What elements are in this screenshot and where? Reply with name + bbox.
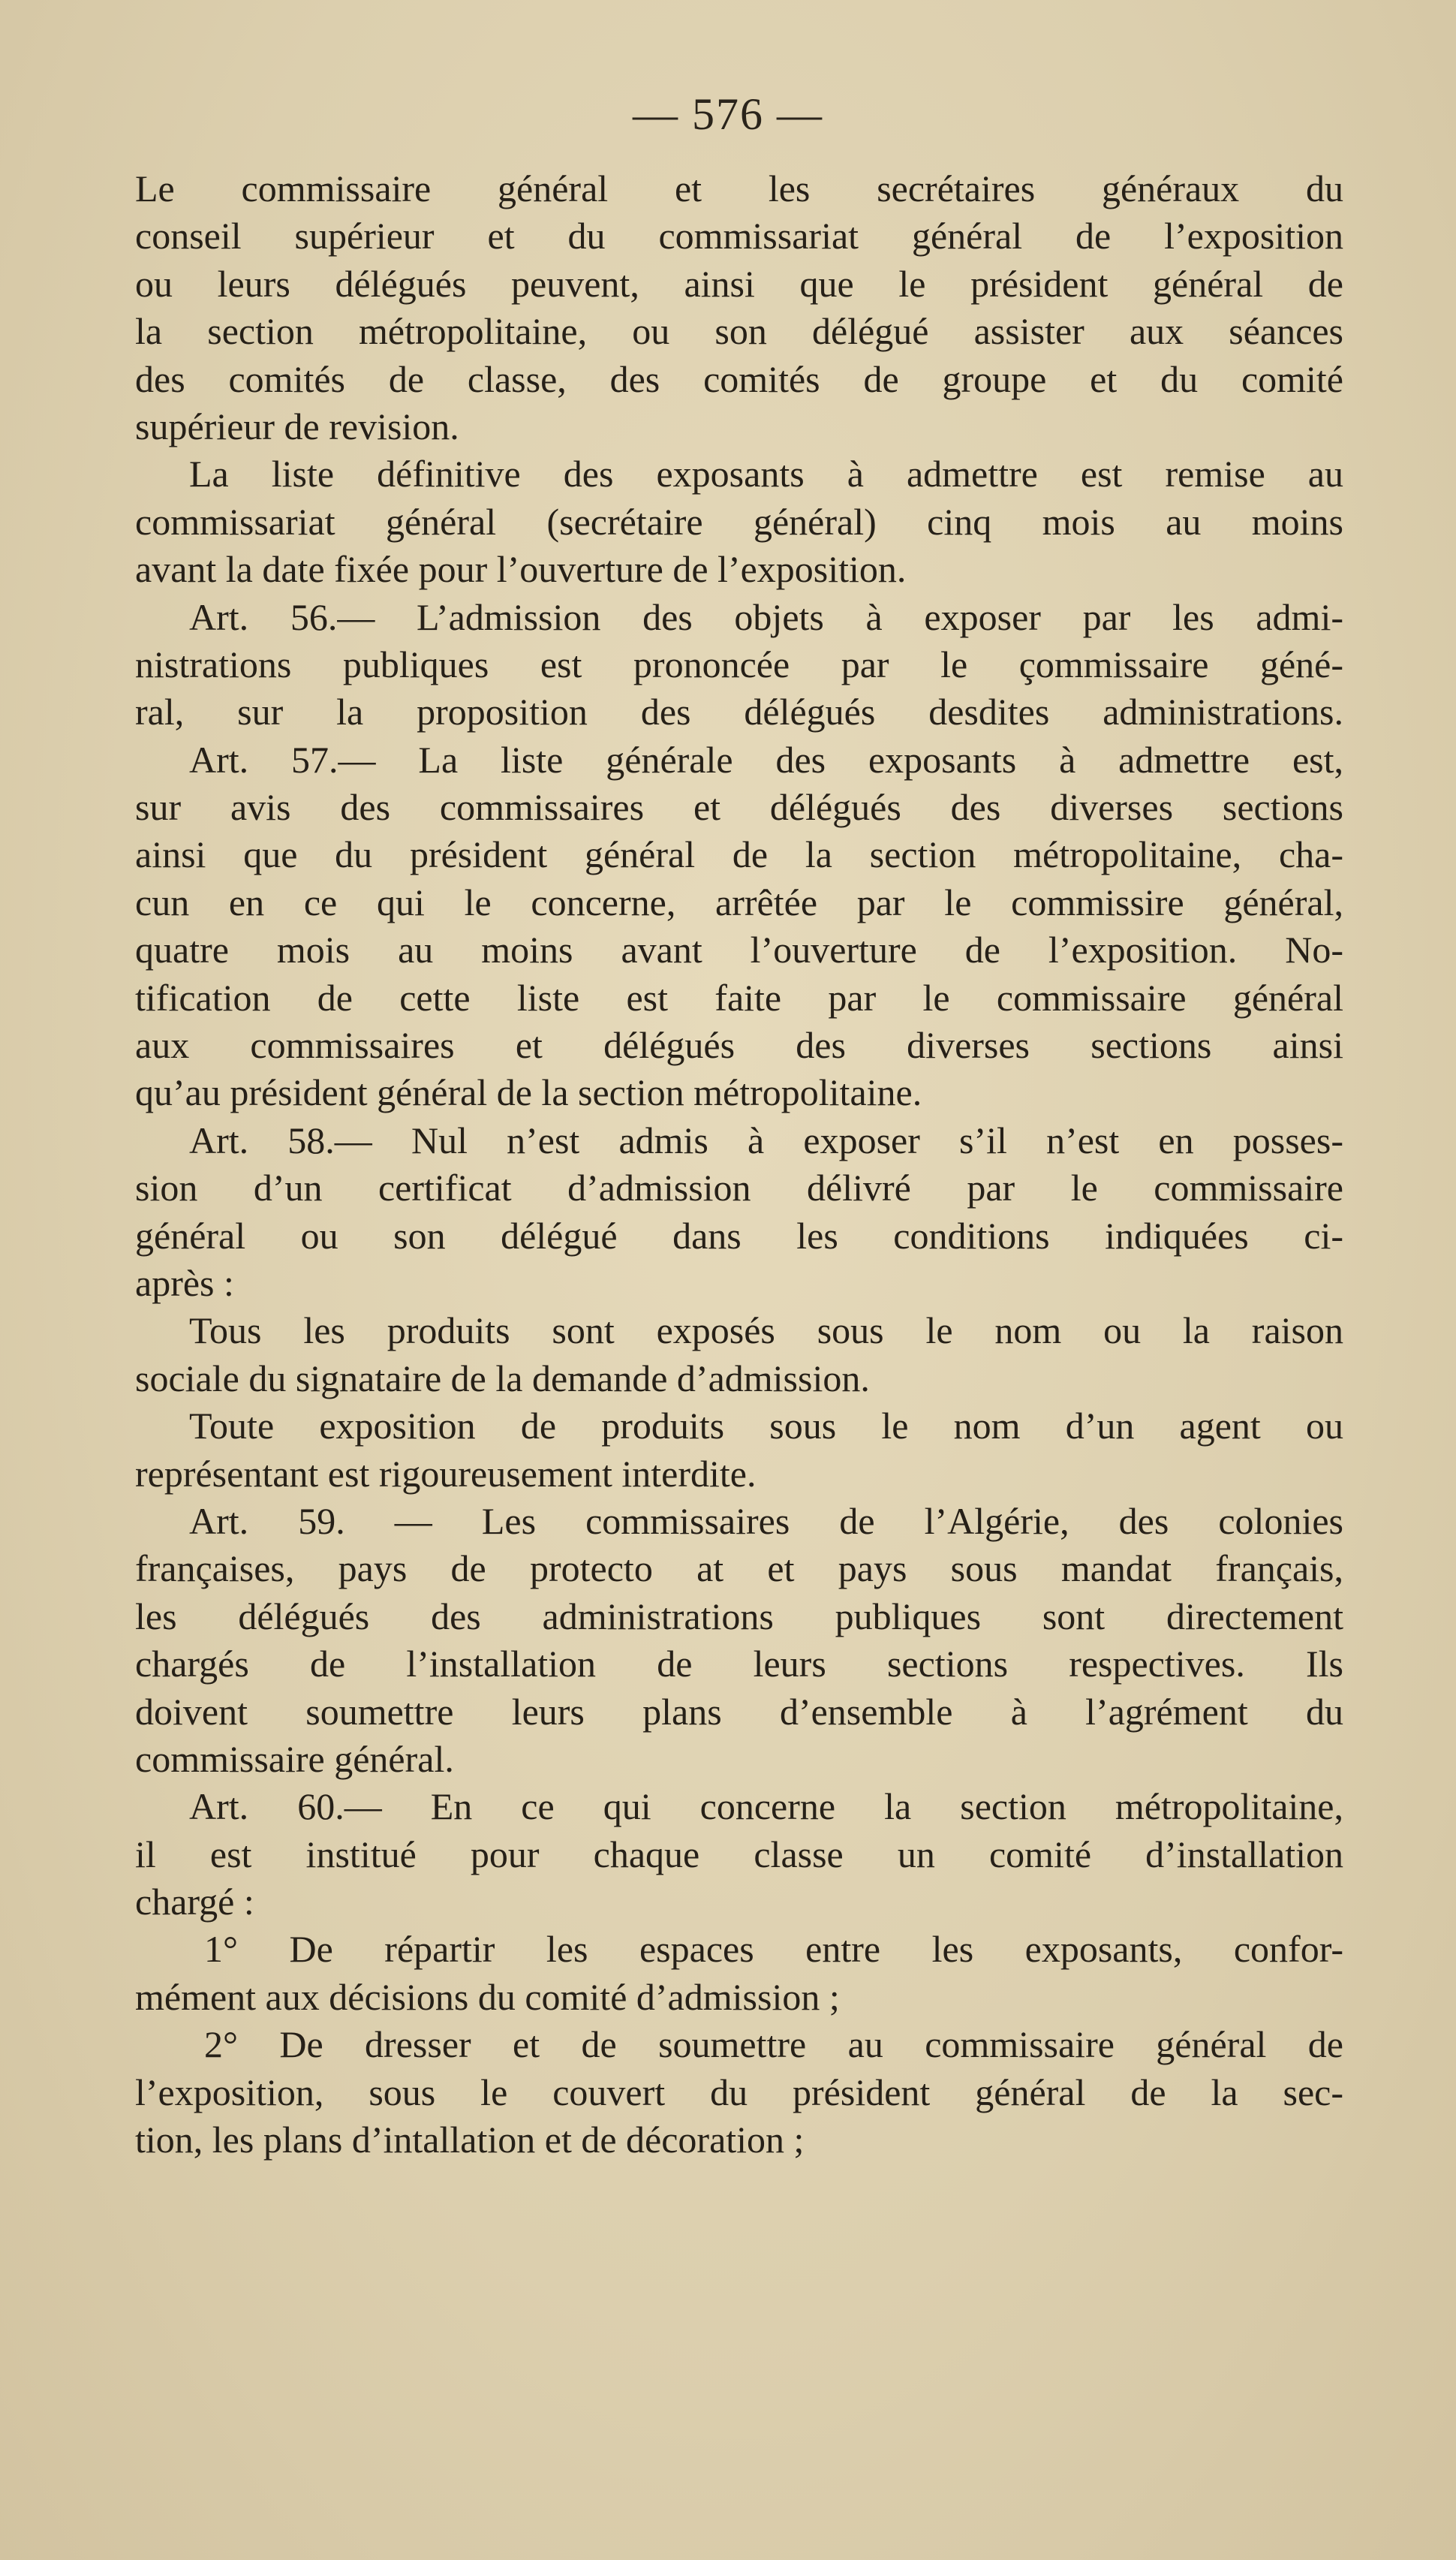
text-line: l’exposition, sous le couvert du président général de la sec-	[135, 2071, 1343, 2113]
text-line: cun en ce qui le concerne, arrêtée par le commissire général,	[135, 881, 1343, 923]
text-line: la section métropolitaine, ou son délégué assister aux séances	[135, 310, 1343, 353]
text-line: des comités de classe, des comités de groupe et du comité	[135, 357, 1343, 400]
text-line: Toute exposition de produits sous le nom d’un agent ou	[189, 1405, 1343, 1447]
text-line: chargés de l’installation de leurs sections respectives. Ils	[135, 1643, 1343, 1685]
text-line: commissaire général.	[135, 1737, 454, 1780]
text-line: représentant est rigoureusement interdite.	[135, 1452, 757, 1495]
text-line: Tous les produits sont exposés sous le nom ou la raison	[189, 1309, 1343, 1352]
text-line: chargé :	[135, 1881, 254, 1923]
text-line: ainsi que du président général de la section métropolitaine, cha-	[135, 833, 1343, 876]
text-line: françaises, pays de protecto at et pays sous mandat français,	[135, 1547, 1343, 1590]
text-line: ou leurs délégués peuvent, ainsi que le président général de	[135, 262, 1343, 305]
text-line: sociale du signataire de la demande d’admission.	[135, 1357, 870, 1399]
text-line: général ou son délégué dans les conditions indiquées ci-	[135, 1214, 1343, 1257]
text-line: qu’au président général de la section métropolitaine.	[135, 1071, 922, 1114]
text-line: commissariat général (secrétaire général) cinq mois au moins	[135, 500, 1343, 543]
text-line: 2° De dresser et de soumettre au commissaire général de	[204, 2023, 1343, 2066]
text-line: Art. 57.— La liste générale des exposants à admettre est,	[189, 738, 1343, 781]
text-line: quatre mois au moins avant l’ouverture de l’exposition. No-	[135, 929, 1343, 971]
text-line: Art. 56.— L’admission des objets à exposer par les admi-	[189, 595, 1343, 638]
text-line: il est institué pour chaque classe un comité d’installation	[135, 1833, 1343, 1875]
text-line: 1° De répartir les espaces entre les exposants, confor-	[204, 1928, 1343, 1971]
text-line: sur avis des commissaires et délégués des diverses sections	[135, 786, 1343, 829]
text-line: supérieur de revision.	[135, 405, 459, 447]
text-line: Art. 59. — Les commissaires de l’Algérie, des colonies	[189, 1499, 1343, 1542]
text-line: Art. 58.— Nul n’est admis à exposer s’il n’est en posses-	[189, 1119, 1343, 1161]
page-number: — 576 —	[633, 89, 823, 139]
text-line: Art. 60.— En ce qui concerne la section métropolitaine,	[189, 1785, 1343, 1828]
text-line: après :	[135, 1261, 234, 1304]
text-line: Le commissaire général et les secrétaires généraux du	[135, 167, 1343, 209]
text-line: conseil supérieur et du commissariat général de l’exposition	[135, 215, 1343, 258]
text-line: nistrations publiques est prononcée par le çommissaire géné-	[135, 643, 1343, 685]
text-line: aux commissaires et délégués des diverses sections ainsi	[135, 1024, 1343, 1067]
text-line: La liste définitive des exposants à admettre est remise au	[189, 453, 1343, 495]
text-line: tification de cette liste est faite par le commissaire général	[135, 976, 1343, 1019]
text-line: tion, les plans d’intallation et de décoration ;	[135, 2119, 805, 2161]
text-line: les délégués des administrations publiques sont directement	[135, 1595, 1343, 1637]
text-line: mément aux décisions du comité d’admission ;	[135, 1975, 840, 2018]
body-text	[135, 165, 1343, 2164]
text-line: sion d’un certificat d’admission délivré par le commissaire	[135, 1167, 1343, 1209]
text-line: doivent soumettre leurs plans d’ensemble à l’agrément du	[135, 1690, 1343, 1733]
text-line: avant la date fixée pour l’ouverture de l’exposition.	[135, 548, 907, 591]
text-line: ral, sur la proposition des délégués desdites administrations.	[135, 691, 1343, 733]
